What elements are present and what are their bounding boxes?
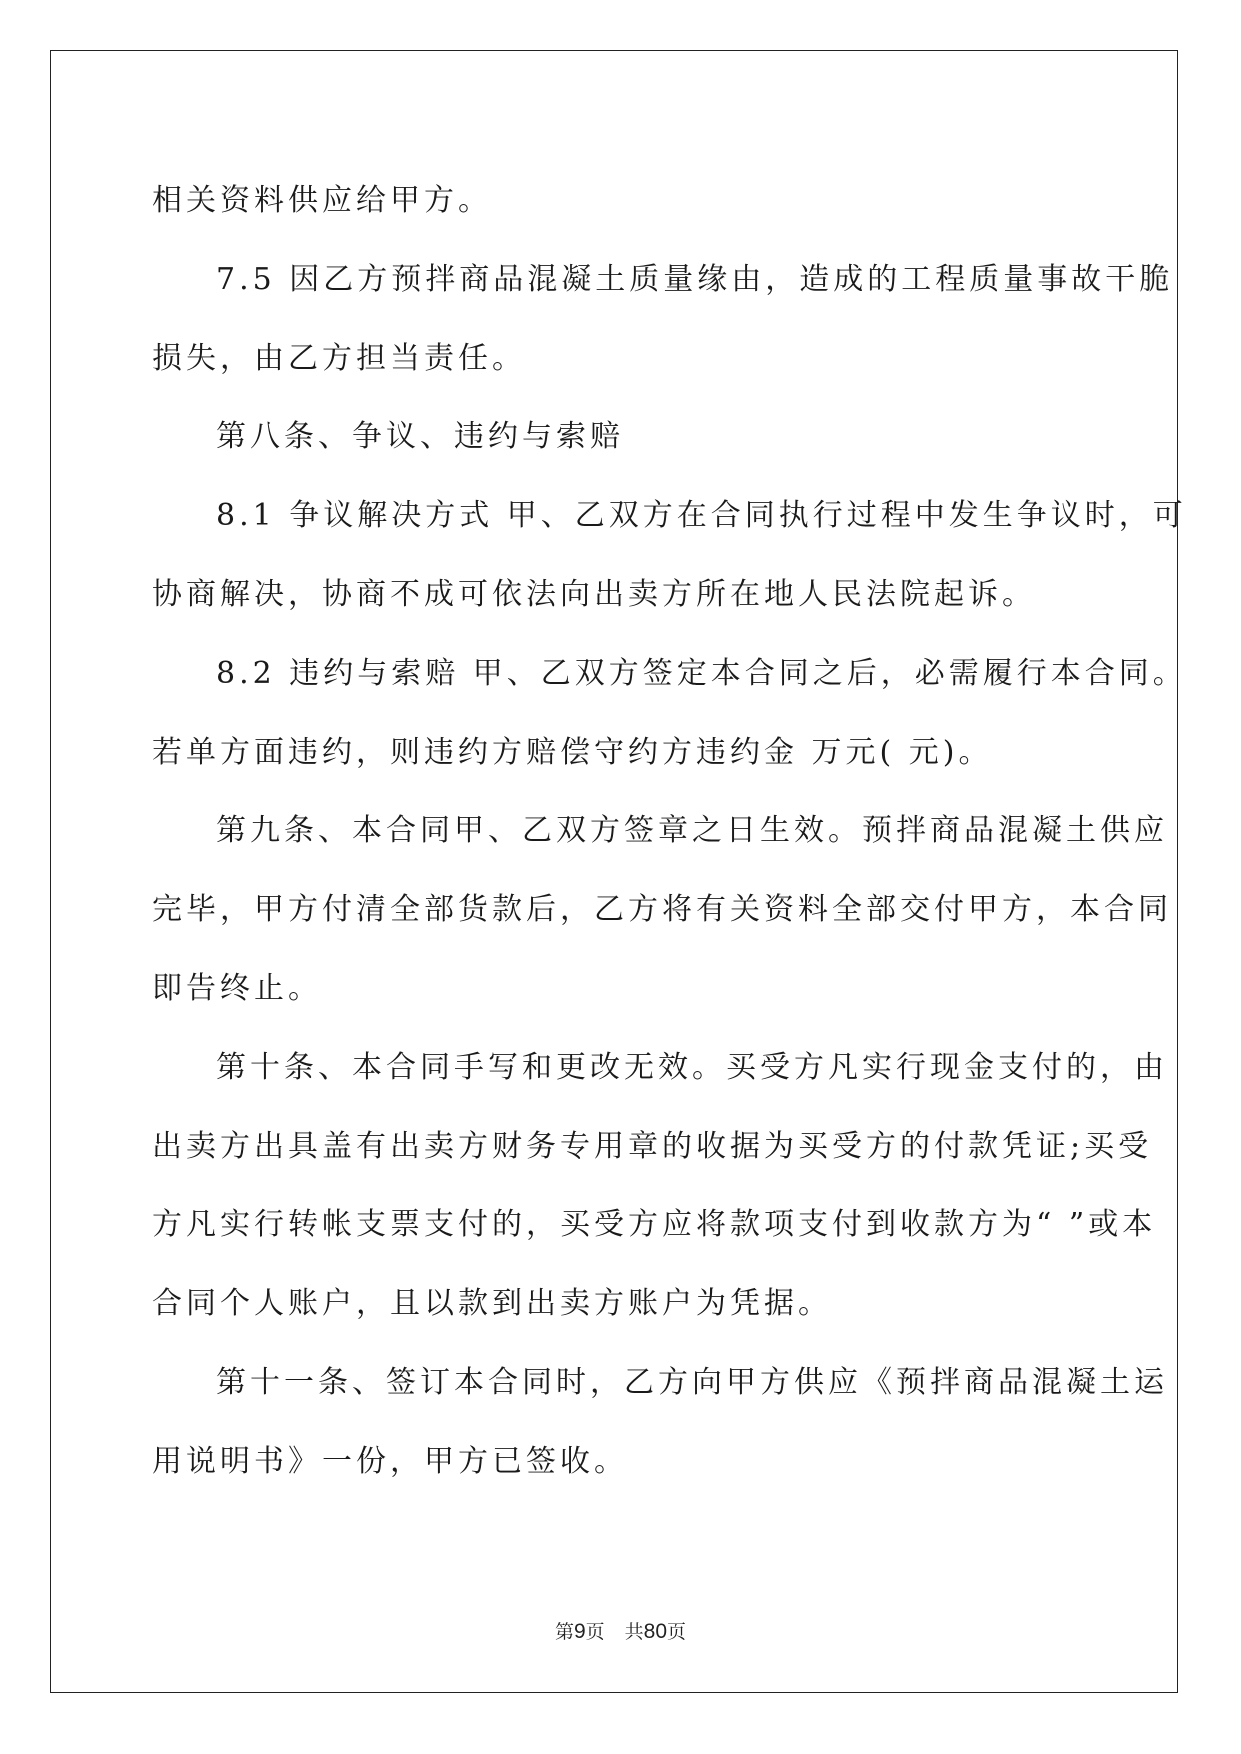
- text-line: 8.1 争议解决方式 甲、乙双方在合同执行过程中发生争议时，可: [216, 498, 1187, 534]
- page-number: 9: [573, 1620, 586, 1643]
- text-line: 损失，由乙方担当责任。: [152, 340, 526, 376]
- text-line: 方凡实行转帐支票支付的，买受方应将款项支付到收款方为“ ”或本: [152, 1207, 1157, 1243]
- text-line: 用说明书》一份，甲方已签收。: [152, 1443, 628, 1479]
- text-line: 完毕，甲方付清全部货款后，乙方将有关资料全部交付甲方，本合同: [152, 892, 1172, 928]
- document-body: [152, 162, 1187, 1502]
- page-footer: [0, 1617, 1241, 1644]
- page-label-prefix: 第: [554, 1621, 574, 1643]
- text-block: [152, 162, 1187, 1502]
- total-label-prefix: 共: [624, 1621, 644, 1643]
- text-line: 合同个人账户，且以款到出卖方账户为凭据。: [152, 1286, 832, 1322]
- text-line: 7.5 因乙方预拌商品混凝土质量缘由，造成的工程质量事故干脆: [216, 261, 1174, 297]
- section-heading: 第八条、争议、违约与索赔: [216, 419, 624, 455]
- text-line: 若单方面违约，则违约方赔偿守约方违约金 万元( 元)。: [152, 734, 993, 770]
- total-pages: 80: [643, 1620, 668, 1643]
- text-line: 8.2 违约与索赔 甲、乙双方签定本合同之后，必需履行本合同。: [216, 655, 1187, 691]
- text-line: 即告终止。: [152, 970, 322, 1006]
- text-line: 相关资料供应给甲方。: [152, 183, 492, 218]
- text-line: 出卖方出具盖有出卖方财务专用章的收据为买受方的付款凭证;买受: [152, 1128, 1153, 1164]
- text-line: 第十条、本合同手写和更改无效。买受方凡实行现金支付的，由: [216, 1049, 1168, 1085]
- text-line: 协商解决，协商不成可依法向出卖方所在地人民法院起诉。: [152, 576, 1036, 612]
- text-line: 第十一条、签订本合同时，乙方向甲方供应《预拌商品混凝土运: [216, 1364, 1168, 1400]
- total-label-suffix: 页: [667, 1621, 687, 1643]
- text-line: 第九条、本合同甲、乙双方签章之日生效。预拌商品混凝土供应: [216, 813, 1168, 849]
- page-label-suffix: 页: [585, 1621, 605, 1643]
